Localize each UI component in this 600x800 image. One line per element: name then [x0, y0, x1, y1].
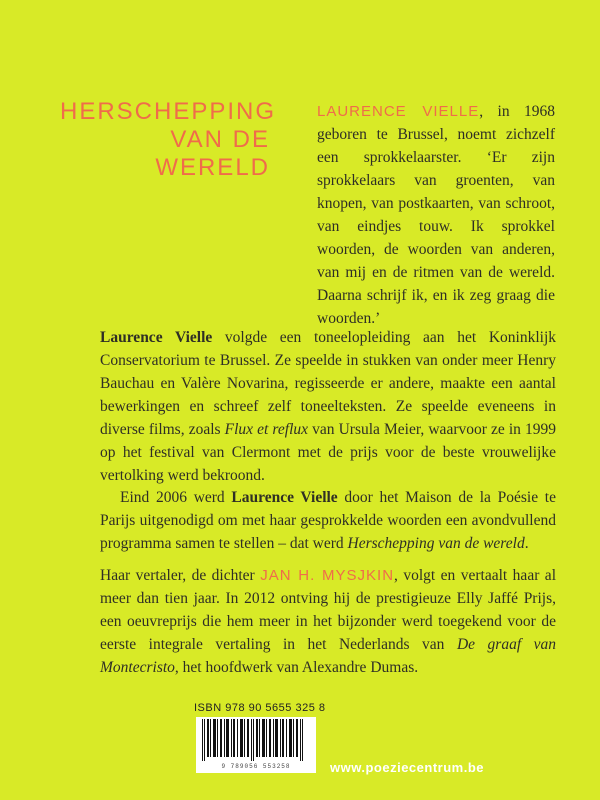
title-line: HERSCHEPPING — [60, 98, 277, 125]
author-intro — [317, 100, 555, 330]
film-title: Flux et reflux — [224, 421, 309, 438]
paragraph-text: . — [524, 535, 529, 552]
isbn-label: ISBN 978 90 5655 325 8 — [194, 702, 326, 714]
barcode-icon — [196, 717, 316, 761]
paragraph-text: , volgt en vertaalt haar al meer dan tien jaar. In 2012 ontving hij de prestigieuze Elly Jaffé Prijs, een oeuvreprijs die hem meer in het bijzonder werd toegekend voor de eerste integrale vertaling in het Nederlands van — [100, 567, 556, 653]
translator-paragraph — [100, 564, 556, 679]
author-name: LAURENCE VIELLE — [317, 103, 480, 120]
publisher-website[interactable]: www.poeziecentrum.be — [330, 760, 484, 775]
barcode-number: 9 789056 553258 — [221, 763, 291, 770]
program-paragraph — [100, 486, 556, 555]
work-title: Herschepping van de wereld — [347, 535, 525, 552]
work-title: De graaf van Montecristo — [100, 636, 557, 676]
paragraph-text: Haar vertaler, de dichter — [100, 567, 261, 584]
title-line: WERELD — [155, 154, 270, 181]
biography-paragraph — [100, 326, 556, 487]
paragraph-text: van Ursula Meier, waarvoor ze in 1999 op het festival van Clermont met de prijs voor de beste vrouwelijke vertolking werd bekroond. — [100, 421, 556, 484]
paragraph-text: door het Maison de la Poésie te Parijs uitgenodigd om met haar gesprokkelde woorden een avondvullend programma samen te stellen – dat werd — [100, 489, 556, 552]
author-name-bold: Laurence Vielle — [231, 489, 338, 506]
book-title — [60, 98, 277, 182]
author-name-bold: Laurence Vielle — [100, 329, 213, 346]
paragraph-text: volgde een toneelopleiding aan het Koninklijk Conservatorium te Brussel. Ze speelde in stukken van onder meer Henry Bauchau en Valère Novarina, regisseerde er andere, maakte een aantal bewerkingen en schreef zelf toneelteksten. Ze speelde eveneens in diverse films, zoals — [100, 329, 557, 438]
paragraph-text: Eind 2006 werd — [120, 489, 232, 506]
paragraph-text: , het hoofdwerk van Alexandre Dumas. — [174, 659, 419, 676]
intro-text: , in 1968 geboren te Brussel, noemt zichzelf een sprokkelaarster. ‘Er zijn sprokkelaars van groenten, van knopen, van postkaarten, van schroot, van eindjes touw. Ik sprokkel woorden, de woorden van anderen, van mij en de ritmen van de wereld. Daarna schrijf ik, en ik zeg graag die woorden.’ — [317, 103, 555, 327]
title-line: VAN DE — [170, 126, 270, 153]
translator-name: JAN H. MYSJKIN — [260, 567, 395, 584]
